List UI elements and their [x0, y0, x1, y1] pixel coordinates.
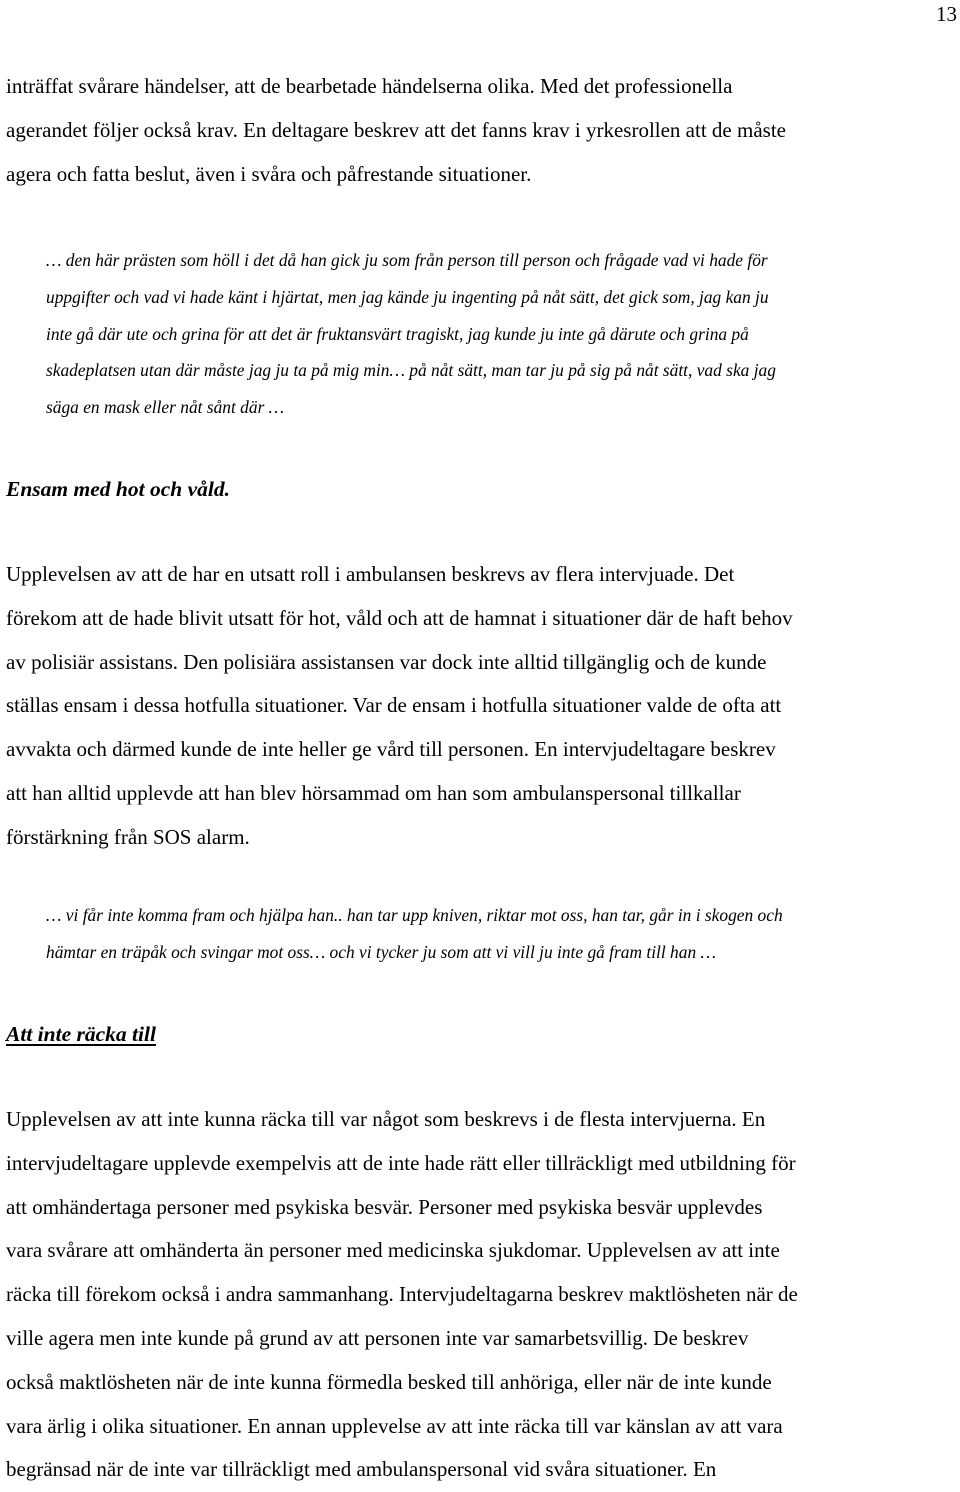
text-line: att han alltid upplevde att han blev hörsammad om han som ambulanspersonal tillkallar	[6, 780, 741, 805]
quote-line: säga en mask eller nåt sånt där …	[46, 397, 285, 418]
text-line: begränsad när de inte var tillräckligt med ambulanspersonal vid svåra situationer. En	[6, 1457, 717, 1482]
quote-line: skadeplatsen utan där måste jag ju ta på mig min… på nåt sätt, man tar ju på sig på nåt sätt, vad ska jag	[46, 360, 776, 381]
interview-quote-1	[46, 242, 956, 426]
quote-line: … vi får inte komma fram och hjälpa han.. han tar upp kniven, riktar mot oss, han tar, går in i skogen och	[46, 905, 783, 925]
quote-line: … den här prästen som höll i det då han gick ju som från person till person och frågade vad vi hade för	[46, 250, 768, 270]
section-heading-att-inte-racka-till: Att inte räcka till	[6, 1022, 156, 1046]
text-line: Upplevelsen av att de har en utsatt roll i ambulansen beskrevs av flera intervjuade. Det	[6, 562, 735, 586]
text-line: förekom att de hade blivit utsatt för hot, våld och att de hamnat i situationer där de haft behov	[6, 605, 793, 630]
quote-line: uppgifter och vad vi hade känt i hjärtat, men jag kände ju ingenting på nåt sätt, det gick som, jag kan ju	[46, 286, 769, 307]
text-line: att omhändertaga personer med psykiska besvär. Personer med psykiska besvär upplevdes	[6, 1194, 763, 1219]
interview-quote-2	[46, 897, 956, 971]
text-line: vara svårare att omhänderta än personer med medicinska sjukdomar. Upplevelsen av att inte	[6, 1238, 780, 1263]
text-line: Upplevelsen av att inte kunna räcka till var något som beskrevs i de flesta intervjuerna. En	[6, 1107, 766, 1131]
text-line: också maktlösheten när de inte kunna förmedla besked till anhöriga, eller när de inte kunde	[6, 1369, 772, 1394]
body-paragraph-2	[6, 553, 960, 860]
body-paragraph-3	[6, 1098, 960, 1492]
text-line: ställas ensam i dessa hotfulla situationer. Var de ensam i hotfulla situationer valde de ofta att	[6, 693, 782, 718]
text-line: avvakta och därmed kunde de inte heller ge vård till personen. En intervjudeltagare beskrev	[6, 737, 776, 762]
body-paragraph-1	[6, 65, 960, 196]
text-line: intervjudeltagare upplevde exempelvis att de inte hade rätt eller tillräckligt med utbildning för	[6, 1150, 796, 1175]
text-line: agera och fatta beslut, även i svåra och påfrestande situationer.	[6, 161, 532, 186]
quote-line: inte gå där ute och grina för att det är fruktansvärt tragiskt, jag kunde ju inte gå därute och grina på	[46, 323, 749, 344]
text-line: räcka till förekom också i andra sammanhang. Intervjudeltagarna beskrev maktlösheten när de	[6, 1282, 798, 1307]
text-line: ville agera men inte kunde på grund av att personen inte var samarbetsvillig. De beskrev	[6, 1325, 749, 1350]
text-line: inträffat svårare händelser, att de bearbetade händelserna olika. Med det professionella	[6, 74, 733, 98]
page-number: 13	[936, 2, 957, 26]
section-heading-ensam: Ensam med hot och våld.	[6, 477, 230, 501]
text-line: vara ärlig i olika situationer. En annan upplevelse av att inte räcka till var känslan av att vara	[6, 1413, 783, 1438]
text-line: agerandet följer också krav. En deltagare beskrev att det fanns krav i yrkesrollen att de måste	[6, 117, 786, 142]
text-line: förstärkning från SOS alarm.	[6, 824, 250, 849]
quote-line: hämtar en träpåk och svingar mot oss… och vi tycker ju som att vi vill ju inte gå fram till han …	[46, 941, 716, 962]
text-line: av polisiär assistans. Den polisiära assistansen var dock inte alltid tillgänglig och de kunde	[6, 649, 767, 674]
